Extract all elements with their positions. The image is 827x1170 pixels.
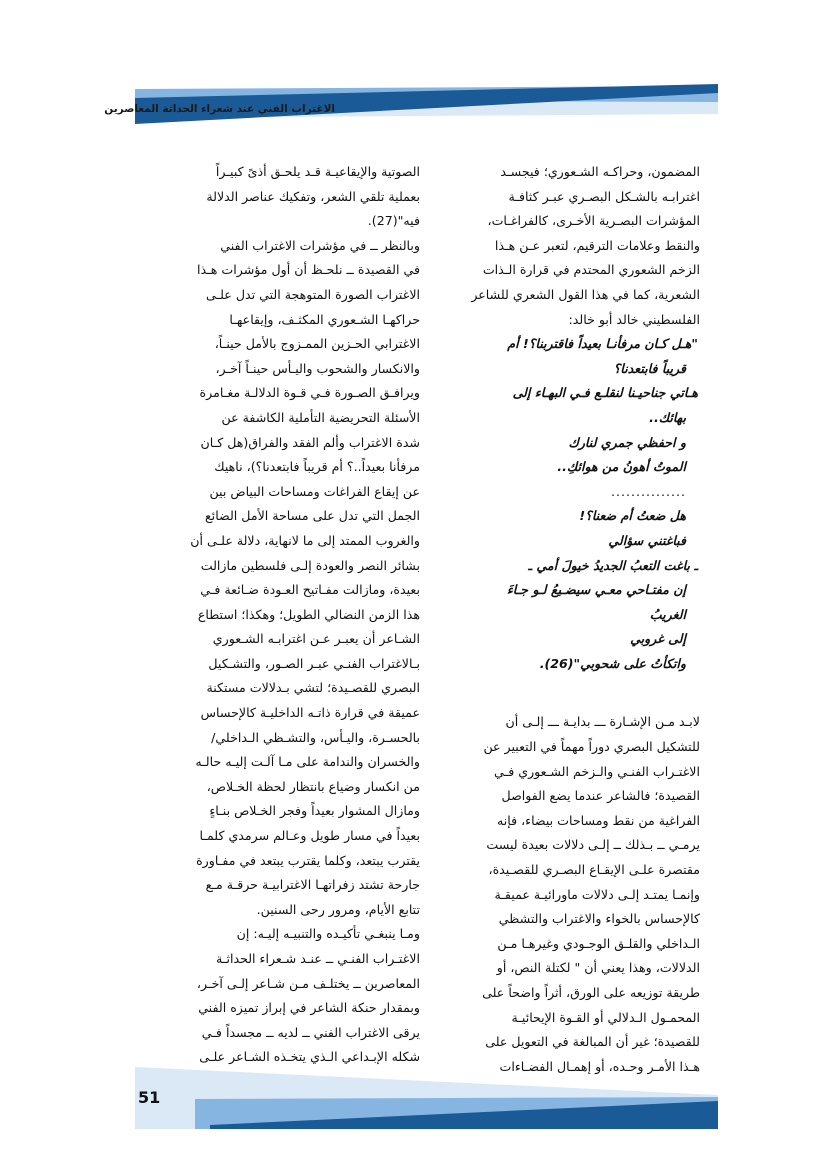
poem-line: بهائك..	[649, 409, 686, 425]
poem-line: و احفظي جمري لنارك	[568, 434, 686, 450]
body-line: مرفأنا بعيداً..؟ أم قريباً فابتعدنا؟)، ناهيك	[214, 459, 420, 475]
body-line: البصري للقصـيدة؛ لتشي بـدلالات مستكنة	[206, 680, 420, 696]
body-line: وبالنظر ــ في مؤشرات الاغتراب الفني	[220, 237, 420, 253]
body-line: والخسران والندامة على مـا آلـت إليـه حالـه	[195, 754, 420, 770]
body-line: مقتصرة علـى الإيقـاع البصـري للقصـيدة،	[488, 862, 700, 878]
body-line: بعملية تلقي الشعر، وتفكيك عناصر الدلالة	[206, 188, 420, 204]
body-line: الاغتـراب الفنـي ــ عنـد شـعراء الحداثـة	[216, 951, 420, 966]
body-line: كالإحساس بالخواء والاغتراب والتشظي	[498, 911, 700, 927]
body-line: بـالاغتراب الفنـي عبـر الصـور، والتشـكيل	[208, 655, 420, 671]
body-line: المؤشرات البصـرية الأخـرى، كالفراغـات،	[487, 213, 700, 229]
poem-line: الموتُ أهونُ من هوائكِ..	[557, 459, 686, 475]
body-line: يقترب يبتعد، وكلما يقترب يبتعد في مفـاورة	[196, 852, 420, 868]
body-line: بعيداً في مسار طويل وعـالم سرمدي كلمـا	[199, 828, 420, 844]
body-line: ويرافـق الصـورة فـي قـوة الدلالـة مغـامرة	[199, 385, 420, 401]
body-line: شكله الإبـداعي الـذي يتخـذه الشـاعر علـى	[199, 1049, 420, 1065]
body-line: المعاصرين ــ يختلـف مـن شـاعر إلـى آخـر،	[196, 975, 420, 991]
body-line: والانكسار والشحوب واليـأس حينـاً آخـر،	[215, 360, 420, 376]
body-line: وإنمـا يمتـد إلـى دلالات ماورائيـة عميقـة	[494, 886, 700, 902]
body-line: الفراغية من نقط ومساحات بيضاء، فإنه	[496, 812, 700, 828]
poem-line: إن مفتـاحي معـي سيضـيعُ لـو جـاءَ	[506, 582, 686, 598]
body-line: الـداخلي والقلـق الوجـودي وغيرهـا مـن	[497, 935, 700, 951]
body-line: الاغتـراب الفنـي والـزخم الشـعوري فـي	[494, 763, 700, 779]
body-line: يرقى الاغتراب الفني ــ لديه ــ مجسداً فـي	[201, 1024, 420, 1040]
paragraph-gap	[417, 676, 700, 710]
body-line: بعيدة، ومازالت مفـاتيح العـودة ضـائعة فـي	[200, 582, 420, 598]
body-line: طريقة توزيعه على الورق، أثراً واضحاً على	[482, 985, 700, 1000]
left-column	[137, 160, 420, 1070]
body-line: الدلالات، وهذا يعني أن " لكتلة النص، أو	[496, 960, 700, 976]
body-line: بشائر النصر والعودة إلـى فلسطين مازالت	[200, 557, 420, 573]
body-line: اغترابـه بالشـكل البصـري عبـر كثافـة	[508, 188, 700, 204]
poem-line: إلى غروبي	[630, 631, 686, 647]
footer-ribbon	[135, 1067, 718, 1129]
body-line: بالحسـرة، واليـأس، والتشـظي الـداخلي/	[211, 729, 420, 745]
body-line: هذا الزمن النضالي الطويل؛ وهكذا؛ استطاع	[197, 606, 420, 622]
poem-line: هـاتي جناحيـنا لنقلـع فـي البهـاء إلى	[512, 385, 698, 401]
poem-line: قريباً فابتعدنا؟	[613, 360, 686, 376]
body-line: من انكسار وضياع بانتظار لحظة الخـلاص،	[206, 778, 420, 794]
body-line: القصيدة؛ فالشاعر عندما يضع الفواصل	[501, 788, 700, 804]
body-line: المحمـول الـدلالي أو القـوة الإيحائيـة	[511, 1009, 700, 1025]
body-line: لابـد مـن الإشـارة ـــ بدايـة ـــ إلـى أن	[505, 714, 700, 730]
poem-line: هل ضعتُ أم ضعنا؟!	[579, 508, 686, 524]
body-line: عميقة في قرارة ذاتـه الداخليـة كالإحساس	[200, 705, 420, 721]
body-line: للقصيدة؛ غير أن المبالغة في التعويل على	[485, 1034, 700, 1050]
body-line: ومازال المشوار بعيداً وفجر الخـلاص بنـاءٍ	[209, 803, 420, 819]
body-line: شدة الاغتراب وألم الفقد والفراق(هل كـان	[200, 434, 420, 450]
body-line: للتشكيل البصري دوراً مهماً في التعبير عن	[483, 739, 700, 755]
poem-line: فباغتني سؤالي	[608, 532, 686, 548]
body-line: في القصيدة ــ نلحـظ أن أول مؤشرات هـذا	[196, 262, 420, 278]
body-line: تتابع الأيام، ومرور رحى السنين.	[256, 901, 420, 917]
body-line: الشعرية، كما في هذا القول الشعري للشاعر	[471, 286, 700, 302]
body-line: ومـا ينبغـي تأكيـده والتنبيـه إليـه: إن	[236, 926, 420, 942]
poem-line: ـ باغت التعبُ الجديدُ خيولَ أمي ـ	[528, 557, 698, 573]
body-line: حراكهـا الشـعوري المكثـف، وإيقاعهـا	[229, 311, 420, 327]
body-line: فيه"(27).	[367, 213, 420, 229]
body-line: الفلسطيني خالد أبو خالد:	[568, 311, 700, 327]
body-line: الجمل التي تدل على مساحة الأمل الضائع	[204, 508, 420, 524]
body-line: والنقط وعلامات الترقيم، لتعبر عـن هـذا	[494, 237, 700, 253]
body-line: الشـاعر أن يعبـر عـن اغترابـه الشـعوري	[212, 631, 420, 647]
poem-line: الغريبُ	[649, 606, 686, 622]
running-title: الاغتراب الفني عند شعراء الحداثة المعاصرين	[104, 103, 335, 115]
body-line: وبمقدار حنكة الشاعر في إبراز تميزه الفني	[198, 1000, 420, 1016]
body-line: يرمـي ــ بـذلك ــ إلـى دلالات بعيدة ليست	[486, 837, 700, 853]
body-line: عن إيقاع الفراغات ومساحات البياض بين	[209, 483, 420, 499]
body-line: الزخم الشعوري المحتدم في قرارة الـذات	[482, 262, 700, 278]
poem-ellipsis: ...............	[610, 483, 686, 499]
right-column	[417, 160, 700, 1079]
body-line: جارحة تشتد زفراتهـا الاغترابيـة حرقـة مـع	[205, 877, 420, 893]
body-line: المضمون، وحراكـه الشـعوري؛ فيجسـد	[500, 164, 700, 179]
body-line: الاغتراب الصورة المتوهجة التي تدل علـى	[205, 286, 420, 302]
body-line: الاغترابي الحـزين الممـزوج بالأمل حينـاً،	[214, 336, 420, 352]
body-line: الأسئلة التحريضية التأملية الكاشفة عن	[221, 409, 420, 425]
body-line: الصوتية والإيقاعيـة قـد يلحـق أذىً كبيـراً	[215, 164, 420, 179]
body-line: هـذا الأمـر وحـده، أو إهمـال الفضـاءات	[499, 1058, 700, 1074]
body-line: والغروب الممتد إلى ما لانهاية، دلالة علـى أن	[190, 532, 420, 548]
page-number: 51	[138, 1088, 161, 1107]
poem-line: واتكأتُ على شحوبي"(26).	[539, 655, 686, 671]
poem-line: "هـل كـان مرفأنـا بعيداً فاقتربنا؟! أم	[507, 336, 698, 352]
